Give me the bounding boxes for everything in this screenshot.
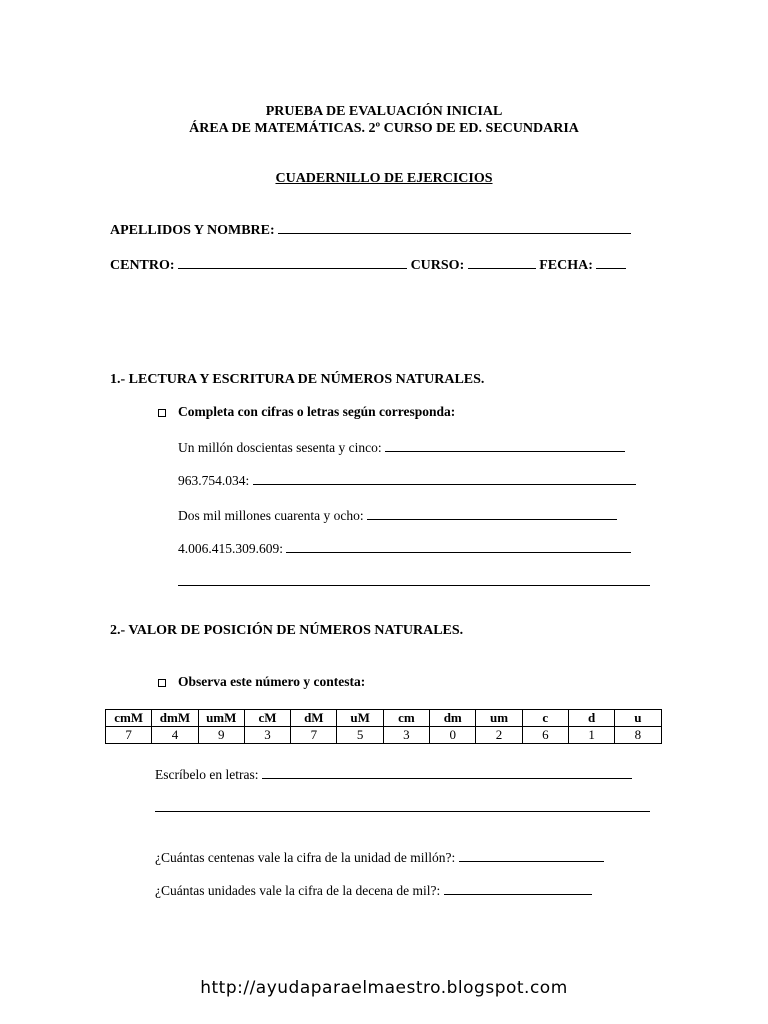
name-blank[interactable] — [278, 221, 631, 234]
exercise-4-label: 4.006.415.309.609: — [178, 541, 284, 556]
exercise-2-label: 963.754.034: — [178, 473, 250, 488]
header-cell: cm — [383, 710, 429, 727]
header-cell: dM — [291, 710, 337, 727]
header-cell: um — [476, 710, 522, 727]
header-cell: uM — [337, 710, 383, 727]
digit-cell: 2 — [476, 727, 522, 744]
header-cell: c — [522, 710, 568, 727]
header-cell: umM — [198, 710, 244, 727]
exercise-3-label: Dos mil millones cuarenta y ocho: — [178, 508, 364, 523]
place-value-table — [105, 709, 662, 744]
digit-cell: 1 — [568, 727, 614, 744]
digit-cell: 0 — [430, 727, 476, 744]
digit-cell: 8 — [615, 727, 661, 744]
title-line-2: ÁREA DE MATEMÁTICAS. 2º CURSO DE ED. SECUNDARIA — [189, 121, 579, 136]
section-1-instruction: Completa con cifras o letras según corresponda: — [178, 404, 456, 419]
header-cell: dmM — [152, 710, 198, 727]
fecha-blank[interactable] — [596, 256, 626, 269]
section-2-title: 2.- VALOR DE POSICIÓN DE NÚMEROS NATURALES. — [110, 623, 464, 638]
exercise-5-row — [178, 573, 650, 590]
question-1-label: ¿Cuántas centenas vale la cifra de la unidad de millón?: — [155, 850, 456, 865]
exercise-3-blank[interactable] — [367, 507, 617, 520]
exercise-3-row — [178, 507, 617, 524]
digit-cell: 3 — [383, 727, 429, 744]
exercise-2-row — [178, 472, 636, 489]
write-in-letters-blank-2[interactable] — [155, 799, 650, 812]
centro-label: CENTRO: — [110, 258, 175, 273]
subtitle: CUADERNILLO DE EJERCICIOS — [275, 171, 493, 186]
write-in-letters-label: Escríbelo en letras: — [155, 767, 259, 782]
fecha-label: FECHA: — [539, 258, 593, 273]
digit-cell: 3 — [244, 727, 290, 744]
digit-cell: 5 — [337, 727, 383, 744]
question-2-label: ¿Cuántas unidades vale la cifra de la decena de mil?: — [155, 883, 441, 898]
digit-cell: 4 — [152, 727, 198, 744]
curso-label: CURSO: — [410, 258, 465, 273]
digit-cell: 7 — [106, 727, 152, 744]
exercise-4-row — [178, 540, 631, 557]
digit-cell: 6 — [522, 727, 568, 744]
exercise-2-blank[interactable] — [253, 472, 636, 485]
centro-blank[interactable] — [178, 256, 407, 269]
header-cell: d — [568, 710, 614, 727]
section-2-instruction: Observa este número y contesta: — [178, 674, 366, 689]
header-cell: dm — [430, 710, 476, 727]
place-value-digit-row — [106, 727, 662, 744]
name-label: APELLIDOS Y NOMBRE: — [110, 223, 275, 238]
exercise-1-label: Un millón doscientas sesenta y cinco: — [178, 440, 382, 455]
curso-blank[interactable] — [468, 256, 536, 269]
place-value-header-row — [106, 710, 662, 727]
title-line-1: PRUEBA DE EVALUACIÓN INICIAL — [265, 104, 503, 119]
section-1-title: 1.- LECTURA Y ESCRITURA DE NÚMEROS NATURALES. — [110, 372, 485, 387]
write-in-letters-blank[interactable] — [262, 766, 632, 779]
question-1-blank[interactable] — [459, 849, 604, 862]
checkbox-bullet-icon — [158, 679, 166, 687]
question-2-row — [155, 882, 592, 899]
exercise-1-blank[interactable] — [385, 439, 625, 452]
question-2-blank[interactable] — [444, 882, 592, 895]
digit-cell: 7 — [291, 727, 337, 744]
name-field-row — [110, 221, 631, 239]
footer-url[interactable]: http://ayudaparaelmaestro.blogspot.com — [200, 978, 568, 998]
digit-cell: 9 — [198, 727, 244, 744]
header-cell: cmM — [106, 710, 152, 727]
write-in-letters-row — [155, 766, 632, 783]
header-cell: cM — [244, 710, 290, 727]
header-cell: u — [615, 710, 661, 727]
exercise-4-blank[interactable] — [286, 540, 631, 553]
exercise-5-blank[interactable] — [178, 573, 650, 586]
centro-field-row — [110, 256, 626, 274]
question-1-row — [155, 849, 604, 866]
checkbox-bullet-icon — [158, 409, 166, 417]
write-in-letters-row-2 — [155, 799, 650, 816]
exercise-1-row — [178, 439, 625, 456]
